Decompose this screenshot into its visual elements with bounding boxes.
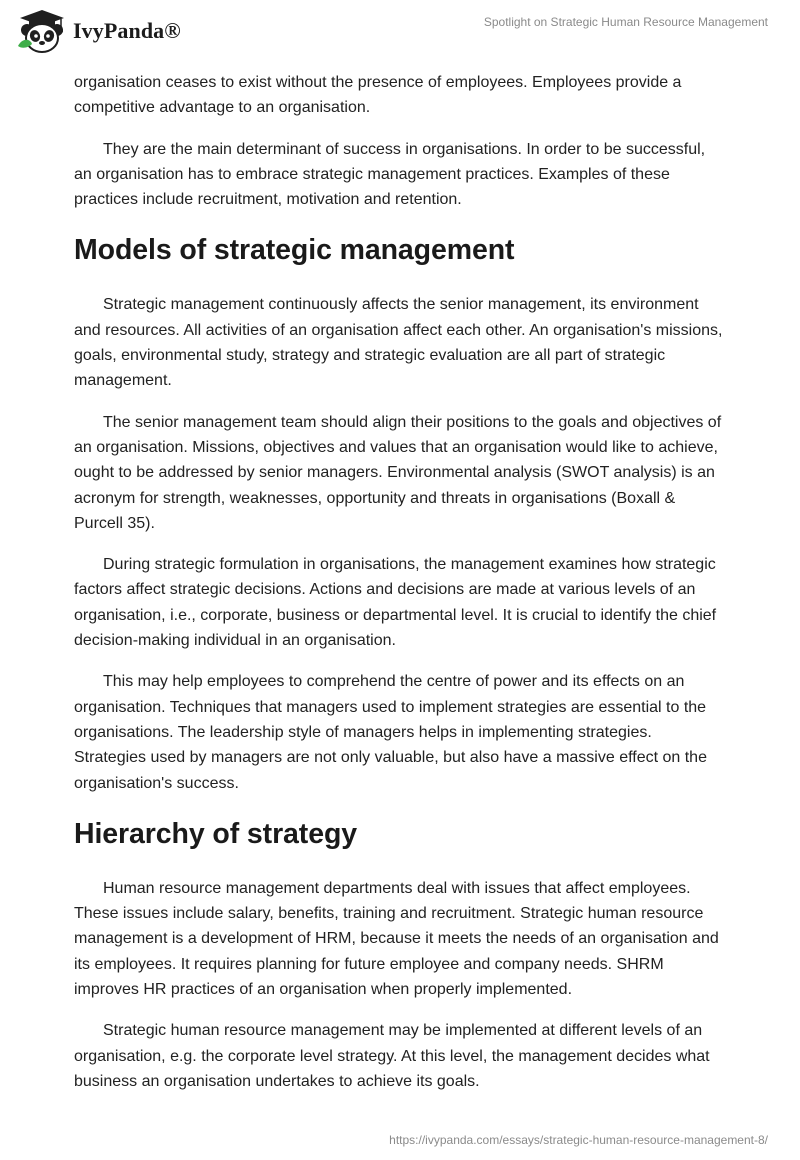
section-heading: Hierarchy of strategy: [74, 817, 358, 850]
paragraph: They are the main determinant of success in organisations. In order to be successful, an organisation has to embrace strategic management practices. Examples of these practices include recruitment, motivation and retention.: [74, 140, 706, 209]
source-url[interactable]: https://ivypanda.com/essays/strategic-human-resource-management-8/: [389, 1133, 768, 1147]
document-title: Spotlight on Strategic Human Resource Management: [483, 15, 768, 29]
article-body: [74, 70, 724, 1110]
paragraph: During strategic formulation in organisations, the management examines how strategic factors affect strategic decisions. Actions and decisions are made at various levels of an organisation, i.e., corporate, business or departmental level. It is crucial to identify the chief decision-making individual in an organisation.: [74, 556, 717, 650]
section-heading: Models of strategic management: [74, 234, 515, 267]
panda-graduate-icon: [16, 8, 68, 54]
page-header: [0, 0, 800, 60]
paragraph: This may help employees to comprehend the centre of power and its effects on an organisation. Techniques that managers used to implement strategies are essential to the organisations. The leadership style of managers helps in implementing strategies. Strategies used by managers are not only valuable, but also have a massive effect on the organisation's success.: [74, 673, 707, 792]
paragraph: Strategic human resource management may be implemented at different levels of an organisation, e.g. the corporate level strategy. At this level, the management decides what business an organisation undertakes to achieve its goals.: [74, 1022, 710, 1090]
paragraph: organisation ceases to exist without the presence of employees. Employees provide a competitive advantage to an organisation.: [74, 74, 682, 117]
paragraph: The senior management team should align their positions to the goals and objectives of an organisation. Missions, objectives and values that an organisation would like to achieve, ought to be addressed by senior managers. Environmental analysis (SWOT analysis) is an acronym for strength, weaknesses, opportunity and threats in organisations (Boxall & Purcell 35).: [74, 413, 722, 532]
paragraph: Human resource management departments deal with issues that affect employees. These issues include salary, benefits, training and recruitment. Strategic human resource management is a development of HRM, because it meets the needs of an organisation and its employees. It requires planning for future employee and company needs. SHRM improves HR practices of an organisation when properly implemented.: [74, 879, 719, 999]
ivypanda-logo[interactable]: [16, 8, 181, 54]
paragraph: Strategic management continuously affects the senior management, its environment and resources. All activities of an organisation affect each other. An organisation's missions, goals, environmental study, strategy and strategic evaluation are all part of strategic management.: [74, 296, 723, 390]
brand-name: IvyPanda®: [73, 18, 181, 43]
